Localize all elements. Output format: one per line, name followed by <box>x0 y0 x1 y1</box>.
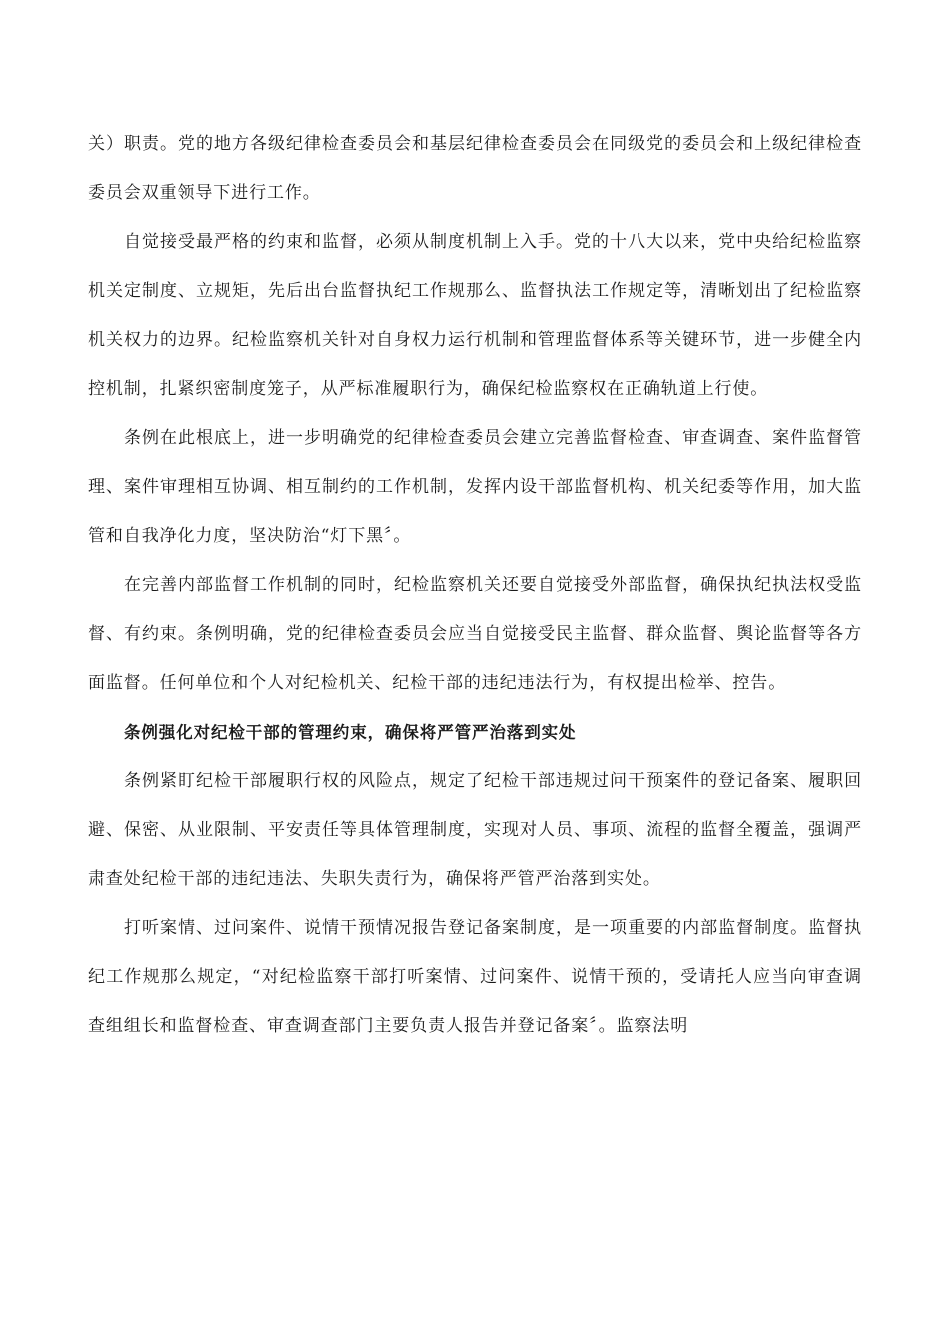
paragraph: 条例在此根底上，进一步明确党的纪律检查委员会建立完善监督检查、审查调查、案件监督管理、案件审理相互协调、相互制约的工作机制，发挥内设干部监督机构、机关纪委等作用，加大监管和自我净化力度，坚决防治“灯下黑〞。 <box>88 428 862 546</box>
paragraph: 在完善内部监督工作机制的同时，纪检监察机关还要自觉接受外部监督，确保执纪执法权受监督、有约束。条例明确，党的纪律检查委员会应当自觉接受民主监督、群众监督、舆论监督等各方面监督。任何单位和个人对纪检机关、纪检干部的违纪违法行为，有权提出检举、控告。 <box>88 575 862 693</box>
section-heading: 条例强化对纪检干部的管理约束，确保将严管严治落到实处 <box>124 723 577 742</box>
paragraph: 自觉接受最严格的约束和监督，必须从制度机制上入手。党的十八大以来，党中央给纪检监察机关定制度、立规矩，先后出台监督执纪工作规那么、监督执法工作规定等，清晰划出了纪检监察机关权力的边界。纪检监察机关针对自身权力运行机制和管理监督体系等关键环节，进一步健全内控机制，扎紧织密制度笼子，从严标准履职行为，确保纪检监察权在正确轨道上行使。 <box>88 232 862 399</box>
document-body <box>88 120 862 1051</box>
paragraph-continuation: 关）职责。党的地方各级纪律检查委员会和基层纪律检查委员会在同级党的委员会和上级纪律检查委员会双重领导下进行工作。 <box>88 134 862 203</box>
paragraph: 打听案情、过问案件、说情干预情况报告登记备案制度，是一项重要的内部监督制度。监督执纪工作规那么规定，“对纪检监察干部打听案情、过问案件、说情干预的，受请托人应当向审查调查组组长和监督检查、审查调查部门主要负责人报告并登记备案〞。监察法明 <box>88 918 862 1036</box>
paragraph: 条例紧盯纪检干部履职行权的风险点，规定了纪检干部违规过问干预案件的登记备案、履职回避、保密、从业限制、平安责任等具体管理制度，实现对人员、事项、流程的监督全覆盖，强调严肃查处纪检干部的违纪违法、失职失责行为，确保将严管严治落到实处。 <box>88 771 862 889</box>
